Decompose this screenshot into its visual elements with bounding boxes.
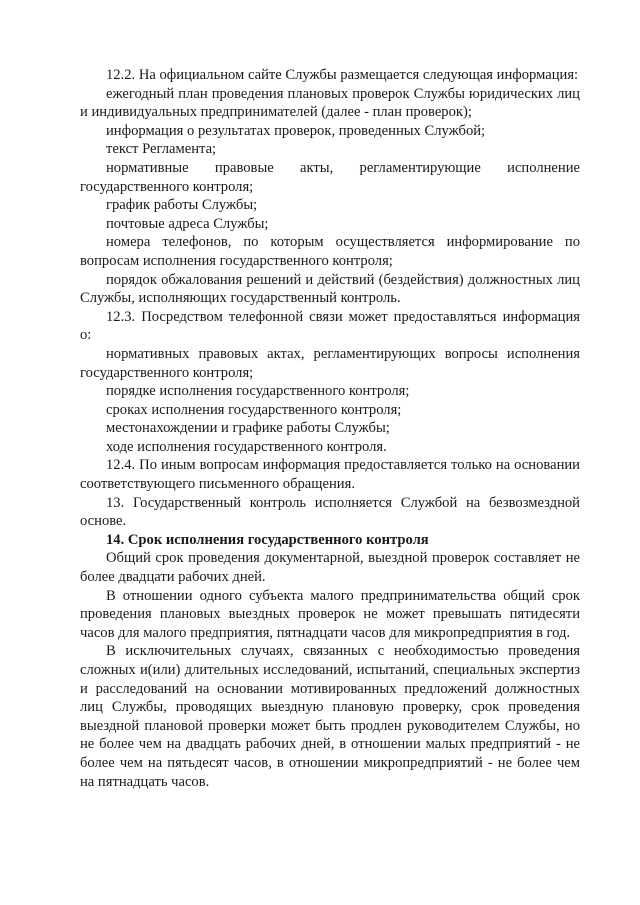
list-item-phone-numbers: номера телефонов, по которым осуществляется информирование по вопросам исполнения государственного контроля; [80,234,580,269]
list-item-inspection-results: информация о результатах проверок, проведенных Службой; [106,122,486,139]
list-item-work-schedule: график работы Службы; [106,197,258,214]
list-item-regulation-text: текст Регламента; [106,141,217,158]
paragraph-12-4: 12.4. По иным вопросам информация предоставляется только на основании соответствующего письменного обращения. [80,457,580,493]
list-item-location-schedule: местонахождении и графике работы Службы; [106,420,390,437]
list-item-control-procedure: порядке исполнения государственного контроля; [106,383,410,400]
document-body [80,66,580,791]
list-item-postal-addresses: почтовые адреса Службы; [106,215,269,232]
list-item-control-progress: ходе исполнения государственного контроля. [106,438,387,455]
list-item-appeal-procedure: порядок обжалования решений и действий (бездействия) должностных лиц Службы, исполняющих государственный контроль. [80,271,580,307]
paragraph-small-business: В отношении одного субъекта малого предпринимательства общий срок проведения плановых выездных проверок не может превышать пятидесяти часов для малого предприятия, пятнадцати часов для микропредприятия в год. [80,587,580,641]
paragraph-exceptional-cases: В исключительных случаях, связанных с необходимостью проведения сложных и(или) длительных исследований, испытаний, специальных экспертиз и расследований на основании мотивированных предложений должностных лиц Службы, проводящих выездную плановую проверку, срок проведения выездной плановой проверки может быть продлен руководителем Службы, но не более чем на двадцать рабочих дней, в отношении малых предприятий - не более чем на пятьдесят часов, в отношении микропредприятий - не более чем на пятнадцать часов. [80,643,580,790]
section-heading-14: 14. Срок исполнения государственного контроля [106,531,429,548]
paragraph-total-term: Общий срок проведения документарной, выездной проверок составляет не более двадцати рабочих дней. [80,550,580,586]
list-item-control-terms: сроках исполнения государственного контроля; [106,401,402,418]
list-item-legal-acts-phone: нормативных правовых актах, регламентирующих вопросы исполнения государственного контроля; [80,345,580,381]
list-item-annual-plan: ежегодный план проведения плановых проверок Службы юридических лиц и индивидуальных предпринимателей (далее - план проверок); [80,85,580,121]
paragraph-13: 13. Государственный контроль исполняется Службой на безвозмездной основе. [80,494,580,530]
paragraph-12-2: 12.2. На официальном сайте Службы размещается следующая информация: [106,67,579,83]
list-item-legal-acts: нормативные правовые акты, регламентирующие исполнение государственного контроля; [80,159,580,195]
paragraph-12-3: 12.3. Посредством телефонной связи может предоставляться информация о: [80,308,580,344]
